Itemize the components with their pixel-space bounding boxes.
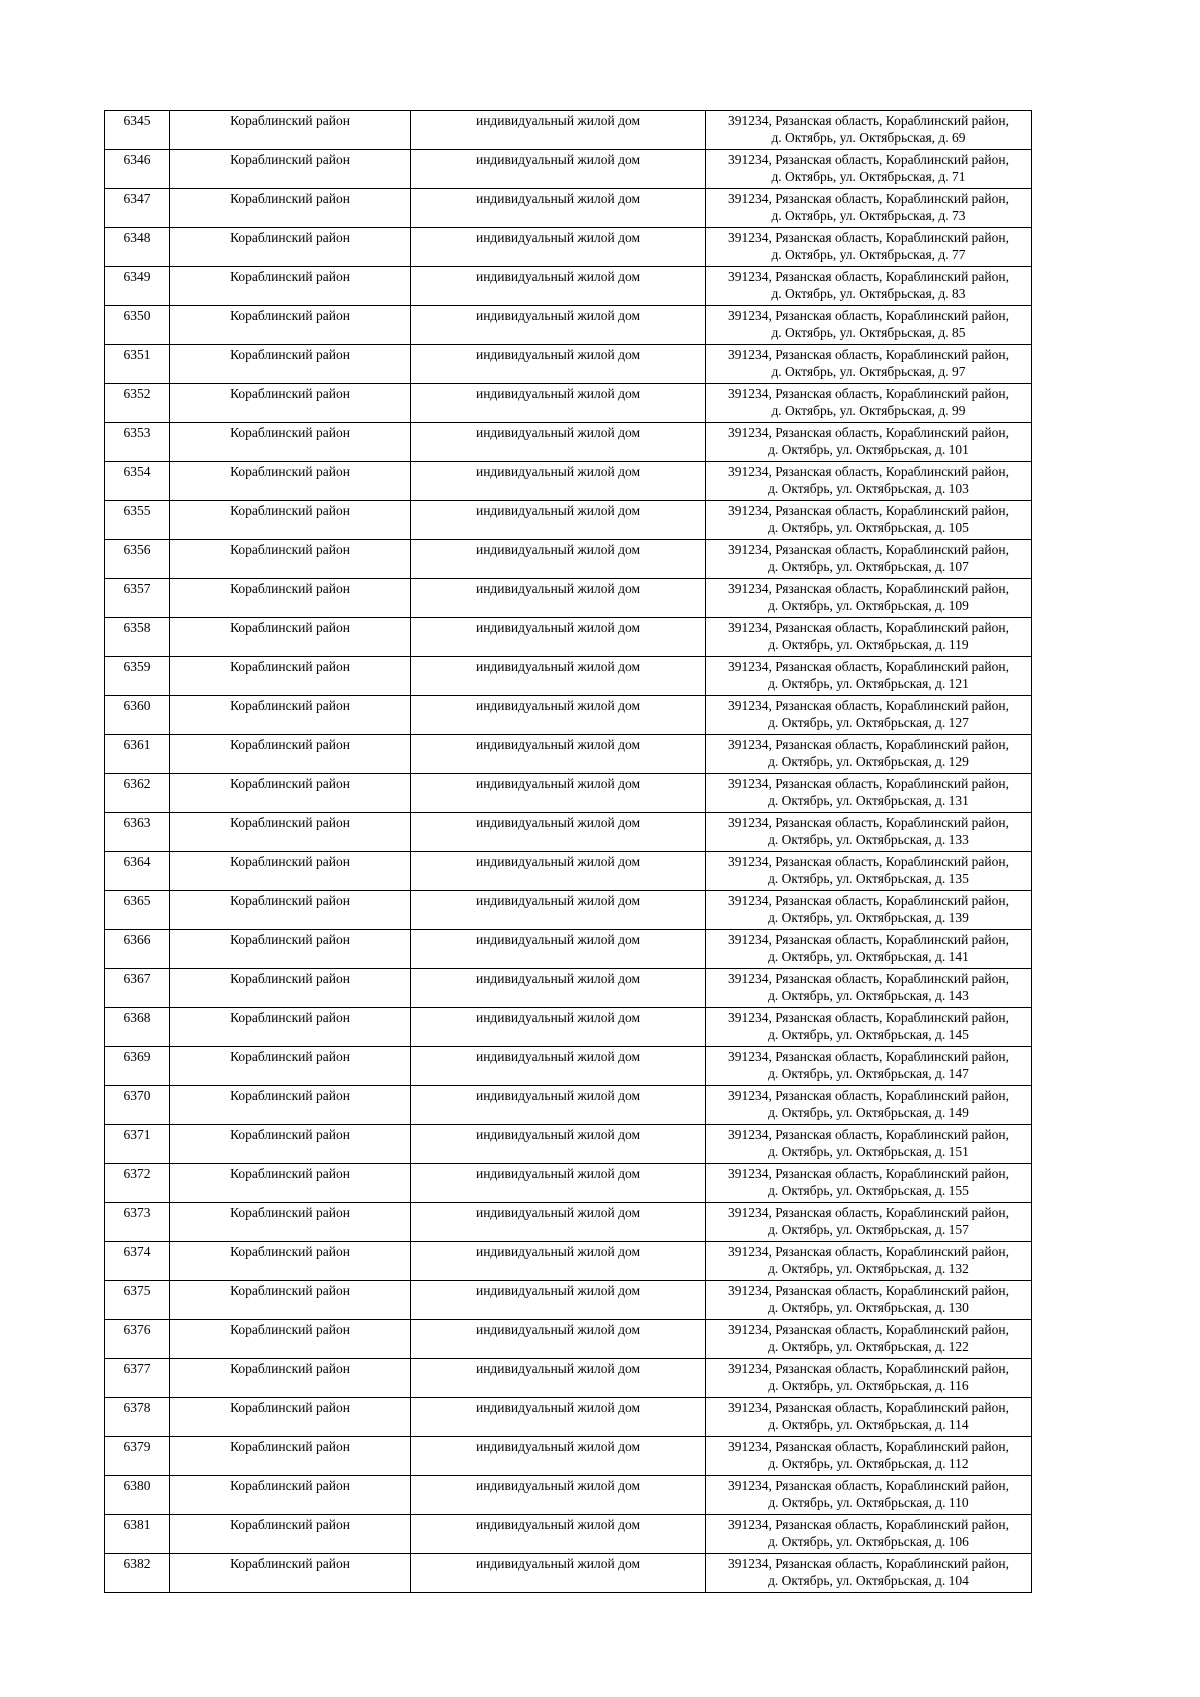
address-line-2: д. Октябрь, ул. Октябрьская, д. 145 bbox=[768, 1027, 969, 1042]
address-line-1: 391234, Рязанская область, Кораблинский район, bbox=[728, 971, 1009, 986]
object-type-cell: индивидуальный жилой дом bbox=[411, 1554, 706, 1593]
object-type-cell: индивидуальный жилой дом bbox=[411, 1398, 706, 1437]
address-line-2: д. Октябрь, ул. Октябрьская, д. 101 bbox=[768, 442, 969, 457]
address-line-2: д. Октябрь, ул. Октябрьская, д. 106 bbox=[768, 1534, 969, 1549]
district-cell: Кораблинский район bbox=[170, 1125, 411, 1164]
address-line-1: 391234, Рязанская область, Кораблинский район, bbox=[728, 698, 1009, 713]
row-number-cell: 6346 bbox=[105, 150, 170, 189]
address-cell bbox=[706, 1125, 1032, 1164]
row-number-cell: 6358 bbox=[105, 618, 170, 657]
table-row bbox=[105, 1086, 1032, 1125]
address-cell bbox=[706, 228, 1032, 267]
address-line-2: д. Октябрь, ул. Октябрьская, д. 155 bbox=[768, 1183, 969, 1198]
district-cell: Кораблинский район bbox=[170, 969, 411, 1008]
row-number-cell: 6345 bbox=[105, 111, 170, 150]
address-line-1: 391234, Рязанская область, Кораблинский район, bbox=[728, 1400, 1009, 1415]
address-line-1: 391234, Рязанская область, Кораблинский район, bbox=[728, 620, 1009, 635]
row-number-cell: 6348 bbox=[105, 228, 170, 267]
object-type-cell: индивидуальный жилой дом bbox=[411, 462, 706, 501]
address-cell bbox=[706, 1008, 1032, 1047]
table-row bbox=[105, 618, 1032, 657]
object-type-cell: индивидуальный жилой дом bbox=[411, 1359, 706, 1398]
object-type-cell: индивидуальный жилой дом bbox=[411, 1086, 706, 1125]
row-number-cell: 6357 bbox=[105, 579, 170, 618]
address-line-2: д. Октябрь, ул. Октябрьская, д. 130 bbox=[768, 1300, 969, 1315]
object-type-cell: индивидуальный жилой дом bbox=[411, 696, 706, 735]
object-type-cell: индивидуальный жилой дом bbox=[411, 540, 706, 579]
address-line-1: 391234, Рязанская область, Кораблинский район, bbox=[728, 1478, 1009, 1493]
address-cell bbox=[706, 1476, 1032, 1515]
object-type-cell: индивидуальный жилой дом bbox=[411, 423, 706, 462]
address-line-1: 391234, Рязанская область, Кораблинский район, bbox=[728, 269, 1009, 284]
address-line-2: д. Октябрь, ул. Октябрьская, д. 119 bbox=[768, 637, 969, 652]
object-type-cell: индивидуальный жилой дом bbox=[411, 150, 706, 189]
object-type-cell: индивидуальный жилой дом bbox=[411, 1437, 706, 1476]
table-row bbox=[105, 228, 1032, 267]
row-number-cell: 6356 bbox=[105, 540, 170, 579]
address-line-2: д. Октябрь, ул. Октябрьская, д. 149 bbox=[768, 1105, 969, 1120]
table-row bbox=[105, 1476, 1032, 1515]
district-cell: Кораблинский район bbox=[170, 579, 411, 618]
district-cell: Кораблинский район bbox=[170, 852, 411, 891]
address-line-1: 391234, Рязанская область, Кораблинский район, bbox=[728, 1127, 1009, 1142]
district-cell: Кораблинский район bbox=[170, 1047, 411, 1086]
row-number-cell: 6375 bbox=[105, 1281, 170, 1320]
table-row bbox=[105, 1125, 1032, 1164]
address-line-1: 391234, Рязанская область, Кораблинский район, bbox=[728, 503, 1009, 518]
object-type-cell: индивидуальный жилой дом bbox=[411, 1242, 706, 1281]
object-type-cell: индивидуальный жилой дом bbox=[411, 189, 706, 228]
district-cell: Кораблинский район bbox=[170, 930, 411, 969]
object-type-cell: индивидуальный жилой дом bbox=[411, 1320, 706, 1359]
district-cell: Кораблинский район bbox=[170, 1320, 411, 1359]
object-type-cell: индивидуальный жилой дом bbox=[411, 384, 706, 423]
address-line-2: д. Октябрь, ул. Октябрьская, д. 105 bbox=[768, 520, 969, 535]
address-cell bbox=[706, 111, 1032, 150]
address-line-2: д. Октябрь, ул. Октябрьская, д. 77 bbox=[771, 247, 966, 262]
district-cell: Кораблинский район bbox=[170, 189, 411, 228]
object-type-cell: индивидуальный жилой дом bbox=[411, 501, 706, 540]
table-row bbox=[105, 423, 1032, 462]
address-cell bbox=[706, 1203, 1032, 1242]
table-row bbox=[105, 696, 1032, 735]
address-cell bbox=[706, 1359, 1032, 1398]
address-line-2: д. Октябрь, ул. Октябрьская, д. 71 bbox=[771, 169, 966, 184]
row-number-cell: 6371 bbox=[105, 1125, 170, 1164]
table-row bbox=[105, 1398, 1032, 1437]
district-cell: Кораблинский район bbox=[170, 111, 411, 150]
address-line-2: д. Октябрь, ул. Октябрьская, д. 127 bbox=[768, 715, 969, 730]
row-number-cell: 6354 bbox=[105, 462, 170, 501]
table-row bbox=[105, 462, 1032, 501]
row-number-cell: 6373 bbox=[105, 1203, 170, 1242]
address-line-2: д. Октябрь, ул. Октябрьская, д. 129 bbox=[768, 754, 969, 769]
object-type-cell: индивидуальный жилой дом bbox=[411, 111, 706, 150]
address-line-2: д. Октябрь, ул. Октябрьская, д. 69 bbox=[771, 130, 966, 145]
district-cell: Кораблинский район bbox=[170, 384, 411, 423]
address-cell bbox=[706, 306, 1032, 345]
address-line-1: 391234, Рязанская область, Кораблинский район, bbox=[728, 1556, 1009, 1571]
district-cell: Кораблинский район bbox=[170, 423, 411, 462]
object-type-cell: индивидуальный жилой дом bbox=[411, 657, 706, 696]
address-cell bbox=[706, 969, 1032, 1008]
address-cell bbox=[706, 1164, 1032, 1203]
district-cell: Кораблинский район bbox=[170, 1554, 411, 1593]
address-line-1: 391234, Рязанская область, Кораблинский район, bbox=[728, 1322, 1009, 1337]
row-number-cell: 6370 bbox=[105, 1086, 170, 1125]
address-line-1: 391234, Рязанская область, Кораблинский район, bbox=[728, 581, 1009, 596]
address-line-2: д. Октябрь, ул. Октябрьская, д. 110 bbox=[768, 1495, 969, 1510]
address-cell bbox=[706, 501, 1032, 540]
address-cell bbox=[706, 150, 1032, 189]
district-cell: Кораблинский район bbox=[170, 462, 411, 501]
row-number-cell: 6376 bbox=[105, 1320, 170, 1359]
property-table-body bbox=[105, 111, 1032, 1593]
address-line-1: 391234, Рязанская область, Кораблинский район, bbox=[728, 1010, 1009, 1025]
address-line-1: 391234, Рязанская область, Кораблинский район, bbox=[728, 425, 1009, 440]
address-line-1: 391234, Рязанская область, Кораблинский район, bbox=[728, 386, 1009, 401]
table-row bbox=[105, 657, 1032, 696]
address-line-1: 391234, Рязанская область, Кораблинский район, bbox=[728, 737, 1009, 752]
district-cell: Кораблинский район bbox=[170, 540, 411, 579]
address-cell bbox=[706, 423, 1032, 462]
district-cell: Кораблинский район bbox=[170, 150, 411, 189]
district-cell: Кораблинский район bbox=[170, 267, 411, 306]
address-line-1: 391234, Рязанская область, Кораблинский район, bbox=[728, 191, 1009, 206]
table-row bbox=[105, 1203, 1032, 1242]
table-row bbox=[105, 774, 1032, 813]
address-line-2: д. Октябрь, ул. Октябрьская, д. 143 bbox=[768, 988, 969, 1003]
district-cell: Кораблинский район bbox=[170, 501, 411, 540]
row-number-cell: 6355 bbox=[105, 501, 170, 540]
district-cell: Кораблинский район bbox=[170, 618, 411, 657]
row-number-cell: 6369 bbox=[105, 1047, 170, 1086]
object-type-cell: индивидуальный жилой дом bbox=[411, 852, 706, 891]
object-type-cell: индивидуальный жилой дом bbox=[411, 1047, 706, 1086]
address-line-1: 391234, Рязанская область, Кораблинский район, bbox=[728, 308, 1009, 323]
row-number-cell: 6359 bbox=[105, 657, 170, 696]
address-cell bbox=[706, 540, 1032, 579]
property-table bbox=[104, 110, 1032, 1593]
object-type-cell: индивидуальный жилой дом bbox=[411, 345, 706, 384]
address-line-1: 391234, Рязанская область, Кораблинский район, bbox=[728, 932, 1009, 947]
row-number-cell: 6380 bbox=[105, 1476, 170, 1515]
address-line-2: д. Октябрь, ул. Октябрьская, д. 151 bbox=[768, 1144, 969, 1159]
table-row bbox=[105, 1359, 1032, 1398]
object-type-cell: индивидуальный жилой дом bbox=[411, 1515, 706, 1554]
table-row bbox=[105, 1008, 1032, 1047]
row-number-cell: 6374 bbox=[105, 1242, 170, 1281]
address-line-1: 391234, Рязанская область, Кораблинский район, bbox=[728, 1244, 1009, 1259]
address-cell bbox=[706, 462, 1032, 501]
object-type-cell: индивидуальный жилой дом bbox=[411, 306, 706, 345]
object-type-cell: индивидуальный жилой дом bbox=[411, 618, 706, 657]
address-cell bbox=[706, 696, 1032, 735]
address-cell bbox=[706, 1437, 1032, 1476]
object-type-cell: индивидуальный жилой дом bbox=[411, 930, 706, 969]
table-row bbox=[105, 930, 1032, 969]
district-cell: Кораблинский район bbox=[170, 1242, 411, 1281]
table-row bbox=[105, 111, 1032, 150]
address-cell bbox=[706, 657, 1032, 696]
address-line-2: д. Октябрь, ул. Октябрьская, д. 109 bbox=[768, 598, 969, 613]
row-number-cell: 6382 bbox=[105, 1554, 170, 1593]
table-row bbox=[105, 579, 1032, 618]
address-cell bbox=[706, 1242, 1032, 1281]
district-cell: Кораблинский район bbox=[170, 345, 411, 384]
table-row bbox=[105, 384, 1032, 423]
address-line-2: д. Октябрь, ул. Октябрьская, д. 133 bbox=[768, 832, 969, 847]
address-cell bbox=[706, 1047, 1032, 1086]
row-number-cell: 6368 bbox=[105, 1008, 170, 1047]
address-line-1: 391234, Рязанская область, Кораблинский район, bbox=[728, 893, 1009, 908]
address-line-1: 391234, Рязанская область, Кораблинский район, bbox=[728, 1361, 1009, 1376]
district-cell: Кораблинский район bbox=[170, 696, 411, 735]
district-cell: Кораблинский район bbox=[170, 1008, 411, 1047]
table-row bbox=[105, 1047, 1032, 1086]
address-cell bbox=[706, 579, 1032, 618]
address-line-2: д. Октябрь, ул. Октябрьская, д. 97 bbox=[771, 364, 966, 379]
district-cell: Кораблинский район bbox=[170, 1281, 411, 1320]
address-cell bbox=[706, 189, 1032, 228]
address-line-2: д. Октябрь, ул. Октябрьская, д. 83 bbox=[771, 286, 966, 301]
object-type-cell: индивидуальный жилой дом bbox=[411, 891, 706, 930]
object-type-cell: индивидуальный жилой дом bbox=[411, 267, 706, 306]
address-line-2: д. Октябрь, ул. Октябрьская, д. 139 bbox=[768, 910, 969, 925]
district-cell: Кораблинский район bbox=[170, 1515, 411, 1554]
address-line-2: д. Октябрь, ул. Октябрьская, д. 121 bbox=[768, 676, 969, 691]
row-number-cell: 6364 bbox=[105, 852, 170, 891]
table-row bbox=[105, 969, 1032, 1008]
district-cell: Кораблинский район bbox=[170, 1398, 411, 1437]
address-cell bbox=[706, 1086, 1032, 1125]
table-row bbox=[105, 813, 1032, 852]
address-line-2: д. Октябрь, ул. Октябрьская, д. 132 bbox=[768, 1261, 969, 1276]
address-line-2: д. Октябрь, ул. Октябрьская, д. 99 bbox=[771, 403, 966, 418]
address-line-1: 391234, Рязанская область, Кораблинский район, bbox=[728, 1283, 1009, 1298]
address-line-1: 391234, Рязанская область, Кораблинский район, bbox=[728, 1517, 1009, 1532]
address-line-1: 391234, Рязанская область, Кораблинский район, bbox=[728, 1088, 1009, 1103]
address-line-1: 391234, Рязанская область, Кораблинский район, bbox=[728, 542, 1009, 557]
row-number-cell: 6365 bbox=[105, 891, 170, 930]
object-type-cell: индивидуальный жилой дом bbox=[411, 969, 706, 1008]
address-line-1: 391234, Рязанская область, Кораблинский район, bbox=[728, 1439, 1009, 1454]
object-type-cell: индивидуальный жилой дом bbox=[411, 1125, 706, 1164]
district-cell: Кораблинский район bbox=[170, 1437, 411, 1476]
address-line-1: 391234, Рязанская область, Кораблинский район, bbox=[728, 776, 1009, 791]
address-cell bbox=[706, 384, 1032, 423]
address-line-1: 391234, Рязанская область, Кораблинский район, bbox=[728, 1166, 1009, 1181]
district-cell: Кораблинский район bbox=[170, 774, 411, 813]
address-line-2: д. Октябрь, ул. Октябрьская, д. 112 bbox=[768, 1456, 969, 1471]
row-number-cell: 6353 bbox=[105, 423, 170, 462]
row-number-cell: 6350 bbox=[105, 306, 170, 345]
address-line-1: 391234, Рязанская область, Кораблинский район, bbox=[728, 854, 1009, 869]
row-number-cell: 6361 bbox=[105, 735, 170, 774]
object-type-cell: индивидуальный жилой дом bbox=[411, 579, 706, 618]
district-cell: Кораблинский район bbox=[170, 735, 411, 774]
address-line-2: д. Октябрь, ул. Октябрьская, д. 157 bbox=[768, 1222, 969, 1237]
address-line-2: д. Октябрь, ул. Октябрьская, д. 141 bbox=[768, 949, 969, 964]
address-cell bbox=[706, 813, 1032, 852]
table-row bbox=[105, 1437, 1032, 1476]
table-row bbox=[105, 1515, 1032, 1554]
row-number-cell: 6351 bbox=[105, 345, 170, 384]
district-cell: Кораблинский район bbox=[170, 813, 411, 852]
table-row bbox=[105, 735, 1032, 774]
address-cell bbox=[706, 1398, 1032, 1437]
address-line-1: 391234, Рязанская область, Кораблинский район, bbox=[728, 347, 1009, 362]
object-type-cell: индивидуальный жилой дом bbox=[411, 735, 706, 774]
address-cell bbox=[706, 891, 1032, 930]
table-row bbox=[105, 267, 1032, 306]
address-cell bbox=[706, 735, 1032, 774]
object-type-cell: индивидуальный жилой дом bbox=[411, 228, 706, 267]
address-cell bbox=[706, 774, 1032, 813]
address-line-2: д. Октябрь, ул. Октябрьская, д. 85 bbox=[771, 325, 966, 340]
district-cell: Кораблинский район bbox=[170, 891, 411, 930]
row-number-cell: 6349 bbox=[105, 267, 170, 306]
table-row bbox=[105, 1554, 1032, 1593]
table-row bbox=[105, 891, 1032, 930]
address-line-2: д. Октябрь, ул. Октябрьская, д. 122 bbox=[768, 1339, 969, 1354]
table-row bbox=[105, 1320, 1032, 1359]
address-line-2: д. Октябрь, ул. Октябрьская, д. 103 bbox=[768, 481, 969, 496]
row-number-cell: 6377 bbox=[105, 1359, 170, 1398]
address-cell bbox=[706, 930, 1032, 969]
address-line-1: 391234, Рязанская область, Кораблинский район, bbox=[728, 230, 1009, 245]
table-row bbox=[105, 1281, 1032, 1320]
table-row bbox=[105, 1242, 1032, 1281]
table-row bbox=[105, 501, 1032, 540]
object-type-cell: индивидуальный жилой дом bbox=[411, 1203, 706, 1242]
address-cell bbox=[706, 852, 1032, 891]
district-cell: Кораблинский район bbox=[170, 657, 411, 696]
district-cell: Кораблинский район bbox=[170, 1086, 411, 1125]
address-line-1: 391234, Рязанская область, Кораблинский район, bbox=[728, 659, 1009, 674]
object-type-cell: индивидуальный жилой дом bbox=[411, 774, 706, 813]
address-line-1: 391234, Рязанская область, Кораблинский район, bbox=[728, 152, 1009, 167]
object-type-cell: индивидуальный жилой дом bbox=[411, 1476, 706, 1515]
address-cell bbox=[706, 1515, 1032, 1554]
object-type-cell: индивидуальный жилой дом bbox=[411, 1164, 706, 1203]
table-row bbox=[105, 306, 1032, 345]
row-number-cell: 6372 bbox=[105, 1164, 170, 1203]
row-number-cell: 6378 bbox=[105, 1398, 170, 1437]
district-cell: Кораблинский район bbox=[170, 1203, 411, 1242]
address-cell bbox=[706, 1320, 1032, 1359]
object-type-cell: индивидуальный жилой дом bbox=[411, 1281, 706, 1320]
address-line-2: д. Октябрь, ул. Октябрьская, д. 104 bbox=[768, 1573, 969, 1588]
row-number-cell: 6352 bbox=[105, 384, 170, 423]
district-cell: Кораблинский район bbox=[170, 1476, 411, 1515]
object-type-cell: индивидуальный жилой дом bbox=[411, 1008, 706, 1047]
address-line-1: 391234, Рязанская область, Кораблинский район, bbox=[728, 113, 1009, 128]
row-number-cell: 6363 bbox=[105, 813, 170, 852]
table-row bbox=[105, 150, 1032, 189]
address-cell bbox=[706, 1281, 1032, 1320]
table-row bbox=[105, 345, 1032, 384]
table-row bbox=[105, 189, 1032, 228]
address-line-1: 391234, Рязанская область, Кораблинский район, bbox=[728, 1205, 1009, 1220]
address-line-2: д. Октябрь, ул. Октябрьская, д. 116 bbox=[768, 1378, 969, 1393]
row-number-cell: 6379 bbox=[105, 1437, 170, 1476]
address-line-1: 391234, Рязанская область, Кораблинский район, bbox=[728, 464, 1009, 479]
table-row bbox=[105, 1164, 1032, 1203]
row-number-cell: 6366 bbox=[105, 930, 170, 969]
address-line-2: д. Октябрь, ул. Октябрьская, д. 131 bbox=[768, 793, 969, 808]
address-line-2: д. Октябрь, ул. Октябрьская, д. 107 bbox=[768, 559, 969, 574]
address-cell bbox=[706, 267, 1032, 306]
address-line-2: д. Октябрь, ул. Октябрьская, д. 135 bbox=[768, 871, 969, 886]
district-cell: Кораблинский район bbox=[170, 228, 411, 267]
address-line-2: д. Октябрь, ул. Октябрьская, д. 147 bbox=[768, 1066, 969, 1081]
row-number-cell: 6362 bbox=[105, 774, 170, 813]
object-type-cell: индивидуальный жилой дом bbox=[411, 813, 706, 852]
address-line-1: 391234, Рязанская область, Кораблинский район, bbox=[728, 1049, 1009, 1064]
address-line-2: д. Октябрь, ул. Октябрьская, д. 73 bbox=[771, 208, 966, 223]
row-number-cell: 6367 bbox=[105, 969, 170, 1008]
row-number-cell: 6381 bbox=[105, 1515, 170, 1554]
district-cell: Кораблинский район bbox=[170, 306, 411, 345]
table-row bbox=[105, 540, 1032, 579]
address-line-1: 391234, Рязанская область, Кораблинский район, bbox=[728, 815, 1009, 830]
district-cell: Кораблинский район bbox=[170, 1164, 411, 1203]
address-cell bbox=[706, 345, 1032, 384]
address-line-2: д. Октябрь, ул. Октябрьская, д. 114 bbox=[768, 1417, 969, 1432]
address-cell bbox=[706, 1554, 1032, 1593]
district-cell: Кораблинский район bbox=[170, 1359, 411, 1398]
address-cell bbox=[706, 618, 1032, 657]
row-number-cell: 6360 bbox=[105, 696, 170, 735]
row-number-cell: 6347 bbox=[105, 189, 170, 228]
table-row bbox=[105, 852, 1032, 891]
